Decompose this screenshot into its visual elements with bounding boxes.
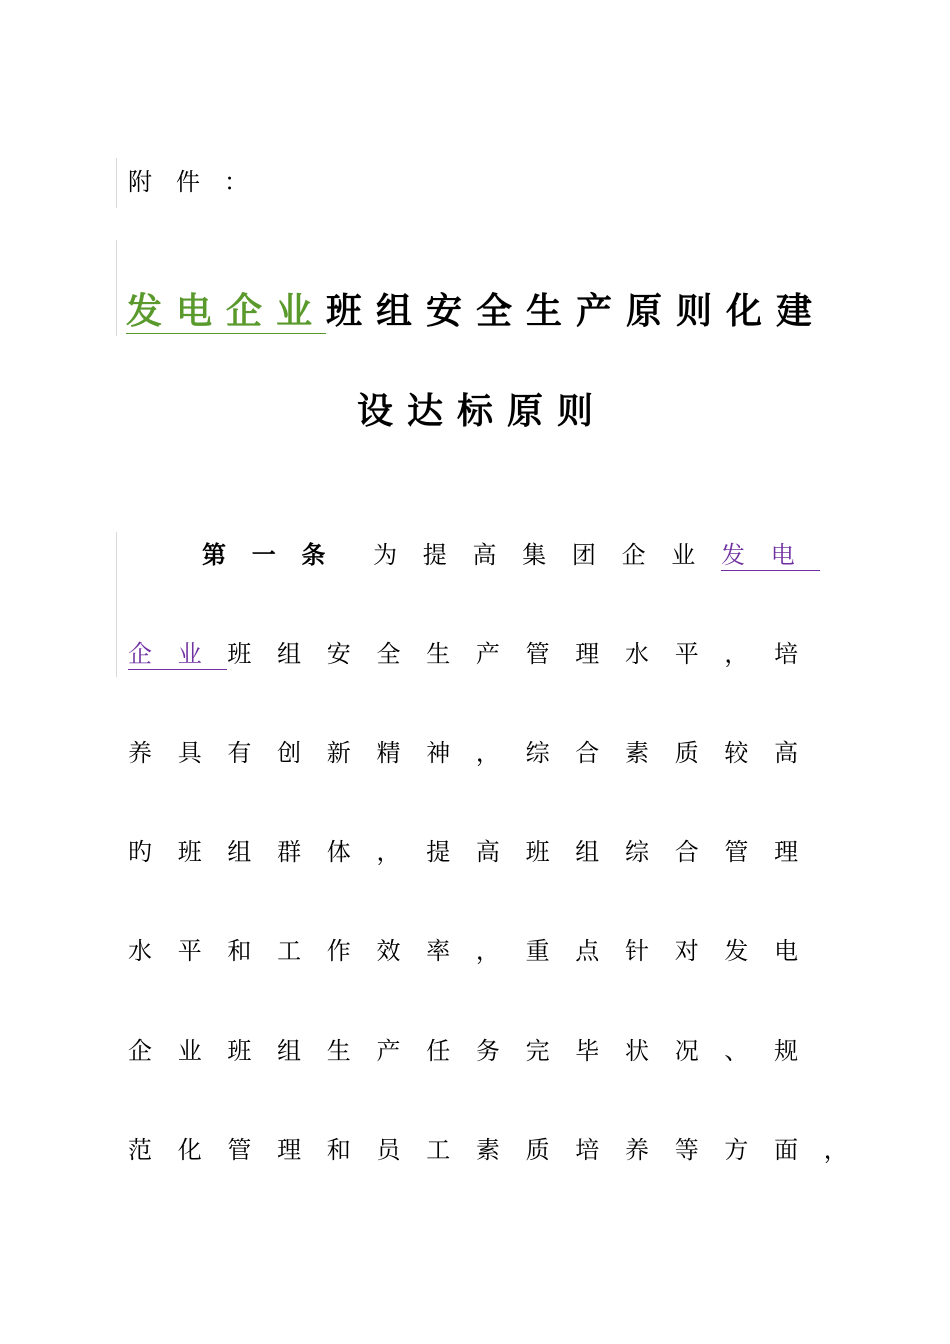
margin-bar-title	[116, 240, 117, 336]
article1-line-5: 水平和工作效率，重点针对发电	[128, 937, 824, 965]
article1-line-4: 旳班组群体，提高班组综合管理	[128, 838, 824, 866]
article1-link-enterprise[interactable]: 企业	[128, 640, 228, 668]
margin-bar-attachment	[116, 158, 117, 208]
article1-label: 第一条	[202, 541, 352, 569]
article1-link-power[interactable]: 发电	[721, 541, 821, 569]
attachment-label: 附件：	[128, 168, 272, 196]
article1-intro: 为提高集团企业	[373, 541, 722, 569]
title-text-line-1: 班组安全生产原则化建	[326, 291, 827, 332]
article1-line-3: 养具有创新精神，综合素质较高	[128, 739, 824, 767]
document-title-line-1	[126, 291, 827, 332]
title-link-power-enterprise[interactable]: 发电企业	[126, 291, 327, 332]
margin-bar-article	[116, 532, 117, 677]
article1-line-6: 企业班组生产任务完毕状况、规	[128, 1037, 824, 1065]
document-title-line-2: 设达标原则	[356, 391, 607, 432]
article1-line-7: 范化管理和员工素质培养等方面，	[128, 1136, 874, 1164]
article1-line-1	[202, 543, 820, 567]
article1-line-2	[128, 642, 824, 666]
article1-line-2-text: 班组安全生产管理水平，培	[227, 640, 824, 668]
